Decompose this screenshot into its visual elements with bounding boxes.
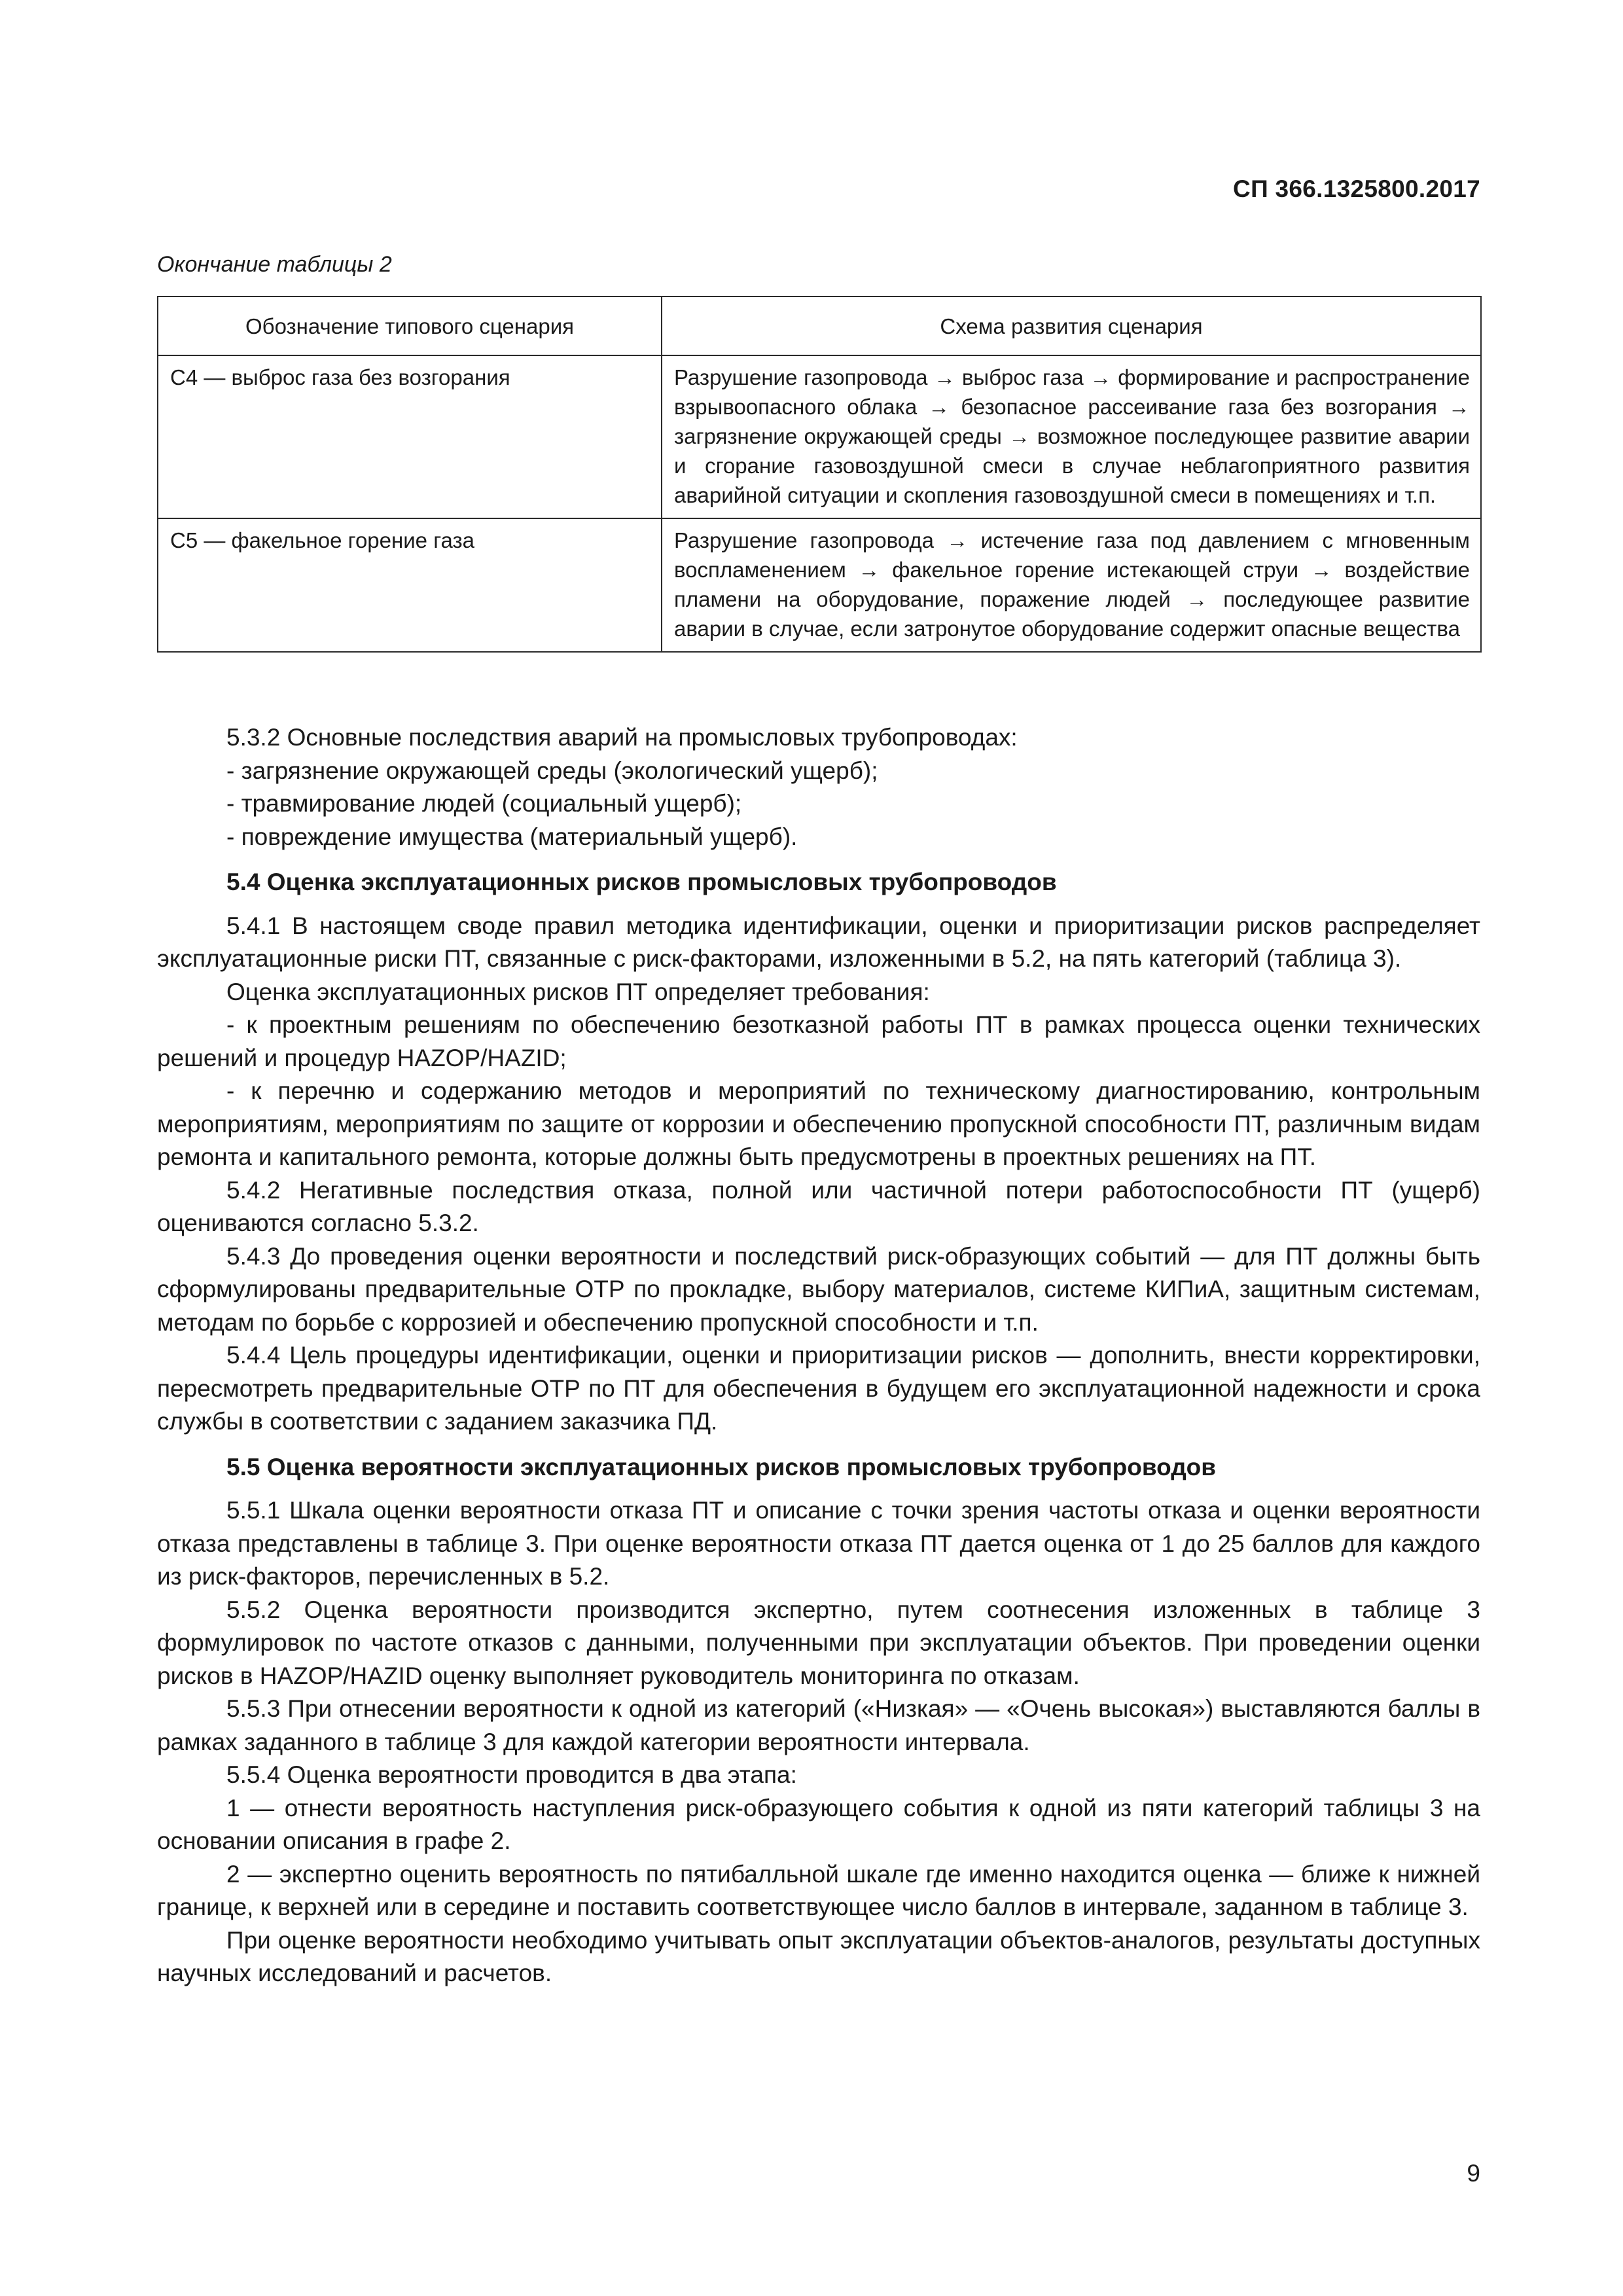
clause-5-4-1-requirements: Оценка эксплуатационных рисков ПТ определяет требования: — [226, 978, 930, 1005]
scenario-designation: С4 — выброс газа без возгорания — [158, 355, 662, 518]
clause-5-5-4: 5.5.4 Оценка вероятности проводится в два этапа: — [226, 1761, 797, 1788]
page-number: 9 — [1467, 2160, 1480, 2187]
table-row — [158, 518, 1481, 652]
clause-5-3-2: 5.3.2 Основные последствия аварий на промысловых трубопроводах: — [226, 724, 1018, 751]
clause-5-4-2: 5.4.2 Негативные последствия отказа, полной или частичной потери работоспособности ПТ (ущерб) оцениваются согласно 5.3.2. — [157, 1176, 1480, 1236]
clause-5-5-3: 5.5.3 При отнесении вероятности к одной из категорий («Низкая» — «Очень высокая») выставляются баллы в рамках заданного в таблице 3 для каждой категории вероятности интервала. — [157, 1695, 1480, 1755]
table-caption: Окончание таблицы 2 — [157, 252, 392, 277]
list-item: - повреждение имущества (материальный ущерб). — [226, 823, 798, 850]
column-header-scheme: Схема развития сценария — [662, 296, 1481, 355]
clause-5-4-1: 5.4.1 В настоящем своде правил методика идентификации, оценки и приоритизации рисков распределяет эксплуатационные риски ПТ, связанные с риск-факторами, изложенными в 5.2, на пять категорий (таблица 3). — [157, 912, 1480, 972]
section-heading-5-4: 5.4 Оценка эксплуатационных рисков промысловых трубопроводов — [226, 869, 1057, 895]
step-item: 2 — экспертно оценить вероятность по пятибалльной шкале где именно находится оценка — ближе к нижней границе, к верхней или в середине и поставить соответствующее число баллов в интервале, заданном в таблице 3. — [157, 1860, 1480, 1920]
list-item: - к проектным решениям по обеспечению безотказной работы ПТ в рамках процесса оценки технических решений и процедур HAZOP/HAZID; — [157, 1011, 1480, 1071]
list-item: - травмирование людей (социальный ущерб); — [226, 790, 742, 817]
clause-5-4-3: 5.4.3 До проведения оценки вероятности и последствий риск-образующих событий — для ПТ должны быть сформулированы предварительные ОТР по прокладке, выбору материалов, системе КИПиА, защитным системам, методам по борьбе с коррозией и обеспечению пропускной способности и т.п. — [157, 1242, 1480, 1336]
list-item: - к перечню и содержанию методов и мероприятий по техническому диагностированию, контрольным мероприятиям, мероприятиям по защите от коррозии и обеспечению пропускной способности ПТ, различным видам ремонта и капитального ремонта, которые должны быть предусмотрены в проектных решениях на ПТ. — [157, 1077, 1480, 1170]
clause-5-5-4-final: При оценке вероятности необходимо учитывать опыт эксплуатации объектов-аналогов, результаты доступных научных исследований и расчетов. — [157, 1926, 1480, 1986]
scenario-scheme: Разрушение газопровода → истечение газа под давлением с мгновенным воспламенением → факельное горение истекающей струи → воздействие пламени на оборудование, поражение людей → последующее развитие аварии в случае, если затронутое оборудование содержит опасные вещества — [662, 518, 1481, 652]
clause-5-5-2: 5.5.2 Оценка вероятности производится экспертно, путем соотнесения изложенных в таблице 3 формулировок по частоте отказов с данными, полученными при эксплуатации объектов. При проведении оценки рисков в HAZOP/HAZID оценку выполняет руководитель мониторинга по отказам. — [157, 1596, 1480, 1689]
section-heading-5-5: 5.5 Оценка вероятности эксплуатационных рисков промысловых трубопроводов — [226, 1453, 1217, 1480]
table-header-row — [158, 296, 1481, 355]
table-row — [158, 355, 1481, 518]
clause-5-5-1: 5.5.1 Шкала оценки вероятности отказа ПТ и описание с точки зрения частоты отказа и оценки вероятности отказа представлены в таблице 3. При оценке вероятности отказа ПТ дается оценка от 1 до 25 баллов для каждого из риск-факторов, перечисленных в 5.2. — [157, 1497, 1480, 1590]
scenario-scheme: Разрушение газопровода → выброс газа → формирование и распространение взрывоопасного облака → безопасное рассеивание газа без возгорания → загрязнение окружающей среды → возможное последующее развитие аварии и сгорание газовоздушной смеси в случае неблагоприятного развития аварийной ситуации и скопления газовоздушной смеси в помещениях и т.п. — [662, 355, 1481, 518]
column-header-designation: Обозначение типового сценария — [158, 296, 662, 355]
document-body — [157, 721, 1480, 1990]
document-code: СП 366.1325800.2017 — [1233, 175, 1480, 202]
clause-5-4-4: 5.4.4 Цель процедуры идентификации, оценки и приоритизации рисков — дополнить, внести корректировки, пересмотреть предварительные ОТР по ПТ для обеспечения в будущем его эксплуатационной надежности и срока службы в соответствии с заданием заказчика ПД. — [157, 1342, 1480, 1435]
list-item: - загрязнение окружающей среды (экологический ущерб); — [226, 757, 878, 784]
scenario-table — [157, 296, 1482, 653]
scenario-designation: С5 — факельное горение газа — [158, 518, 662, 652]
step-item: 1 — отнести вероятность наступления риск-образующего события к одной из пяти категорий таблицы 3 на основании описания в графе 2. — [157, 1794, 1480, 1854]
